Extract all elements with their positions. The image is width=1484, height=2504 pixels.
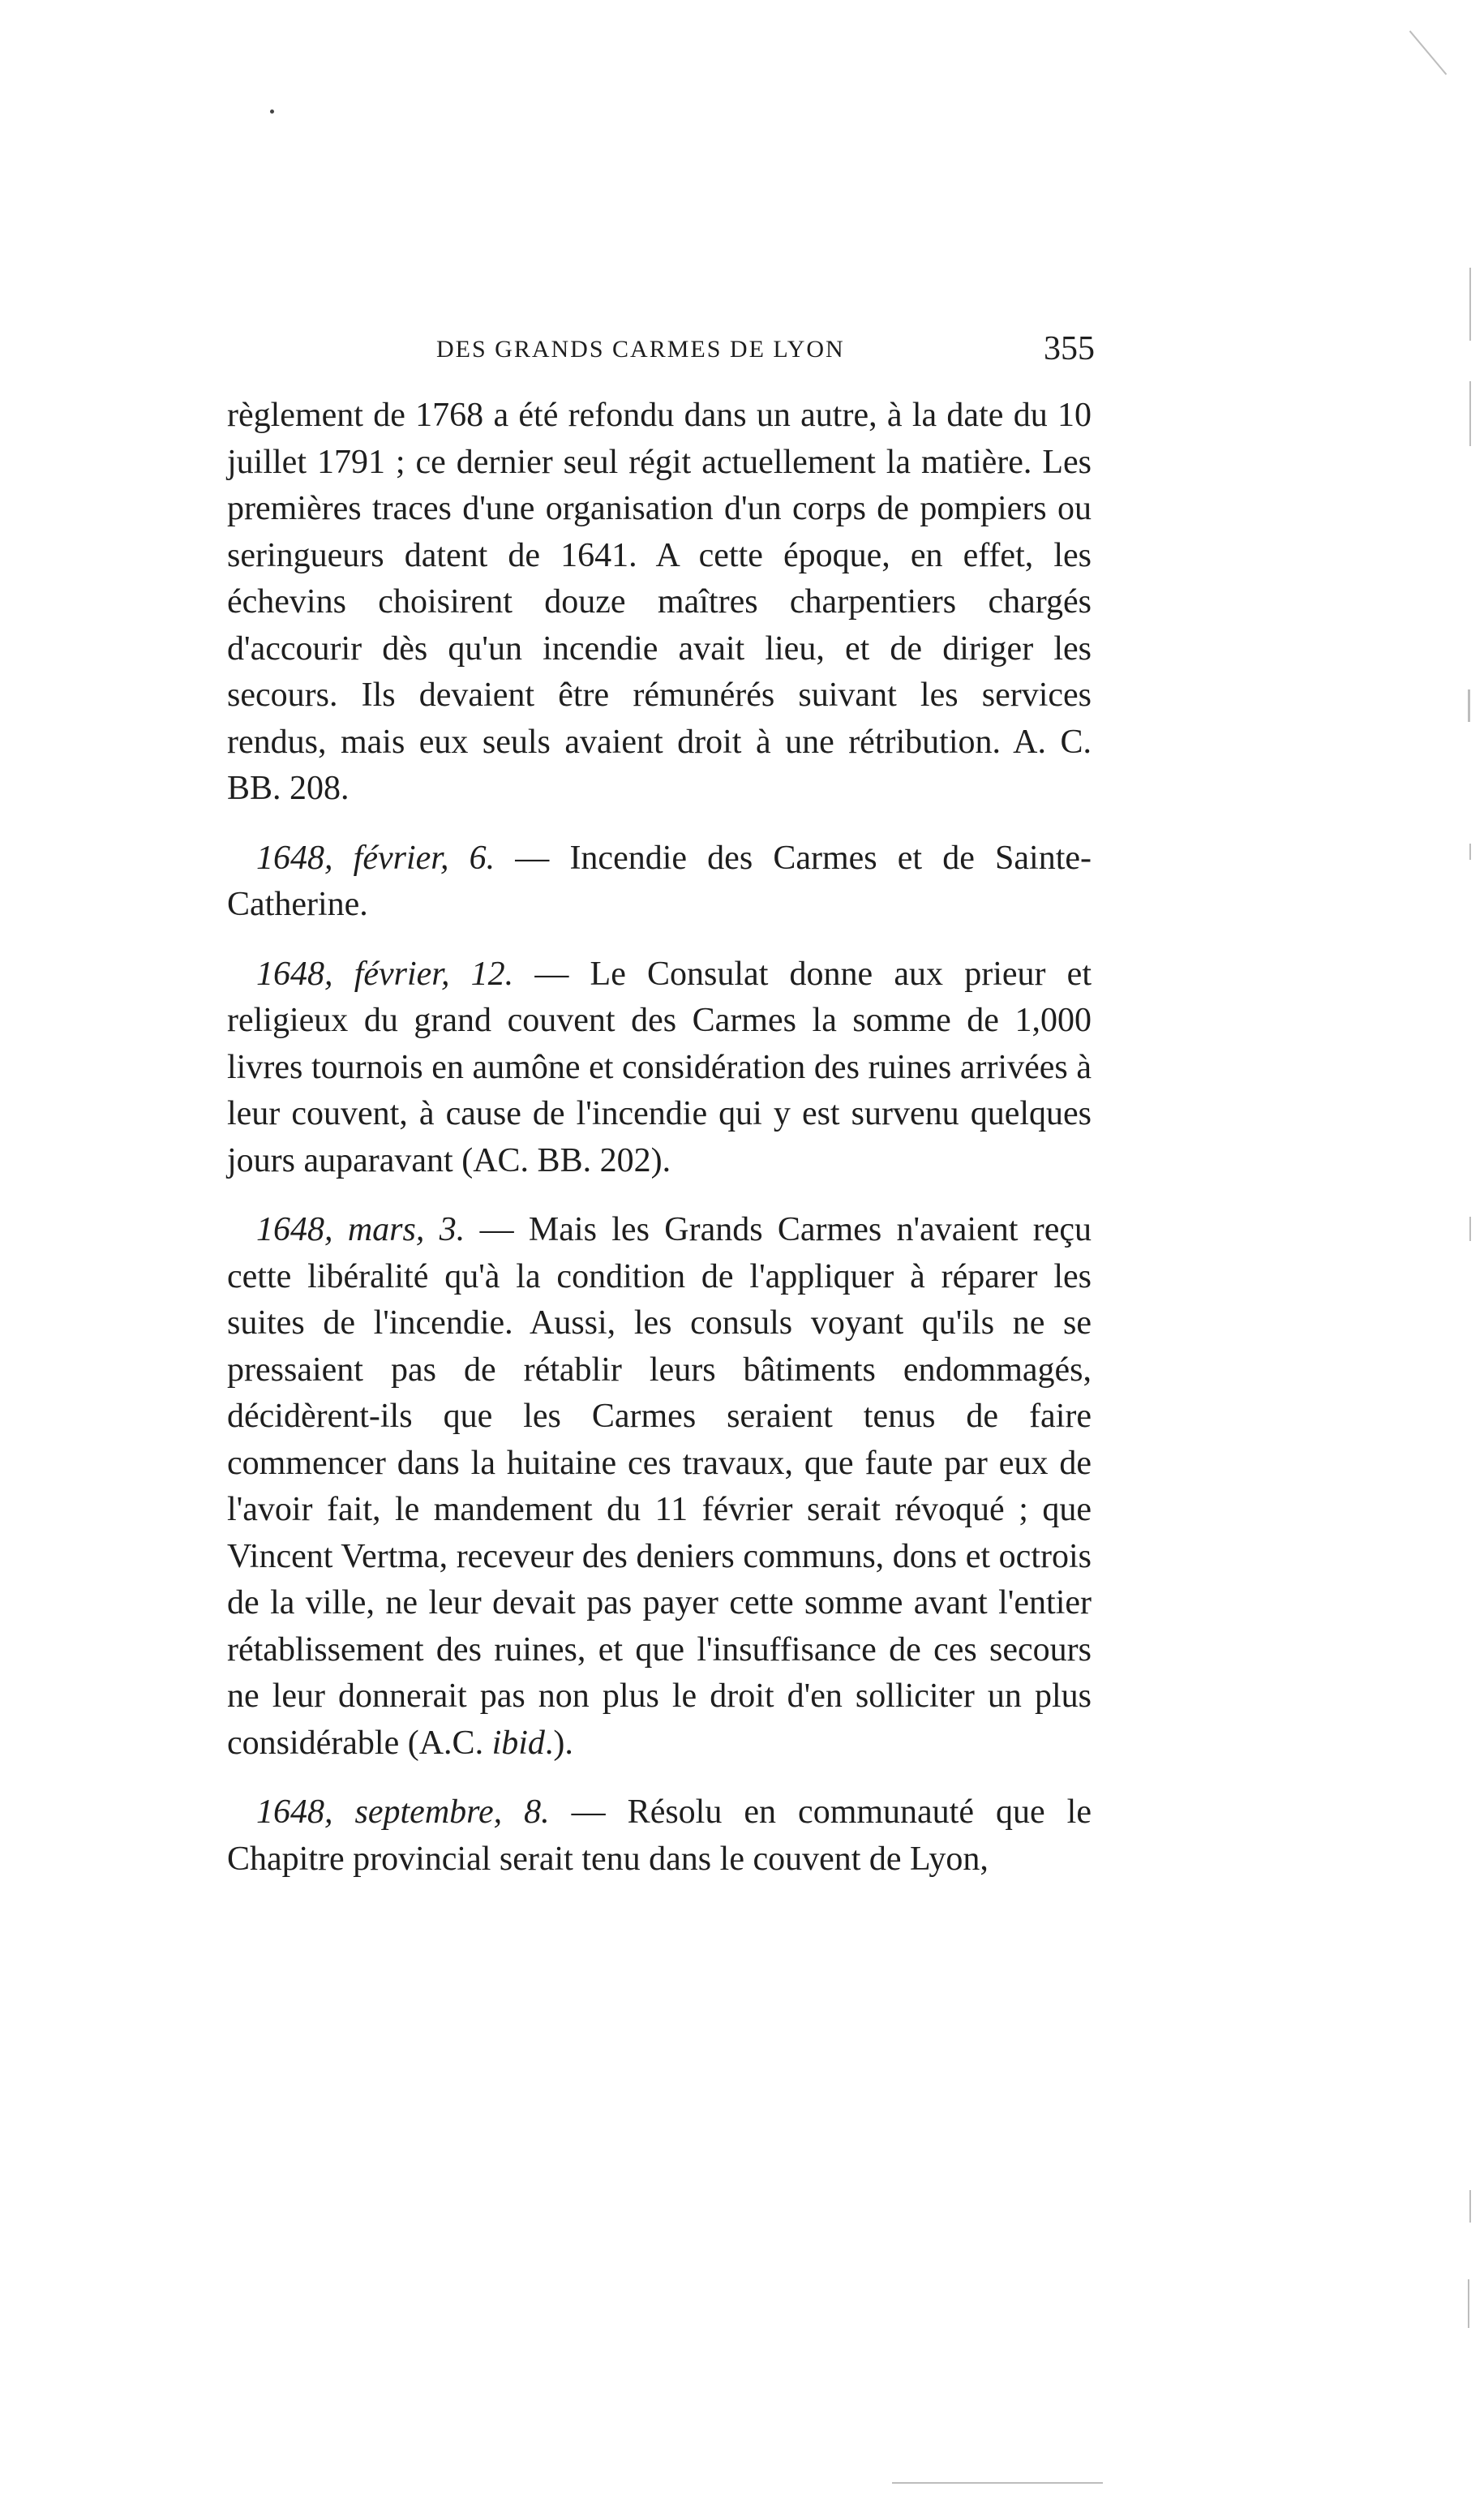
entry-text: — Le Consulat donne aux prieur et religieux du grand couvent des Carmes la somme de 1,000 livres tournois en aumône et considération des ruines arrivées à leur couvent, à cause de l'incendie qui y est survenu quelques jours auparavant (AC. BB. 202). [227, 955, 1092, 1179]
entry-date: 1648, mars, 3. [256, 1211, 465, 1248]
entry-citation-italic: ibid [491, 1724, 545, 1762]
scan-edge-mark [1469, 2190, 1471, 2223]
scan-edge-mark [1469, 844, 1471, 860]
chronicle-entry [227, 951, 1092, 1185]
paragraph-text: règlement de 1768 a été refondu dans un autre, à la date du 10 juillet 1791 ; ce dernier seul régit actuellement la matière. Les premières traces d'une organisation d'un corps de pompiers ou seringueurs datent de 1641. A cette époque, en effet, les échevins choisirent douze maîtres charpentiers chargés d'accourir dès qu'un incendie avait lieu, et de diriger les secours. Ils devaient être rémunérés suivant les services rendus, mais eux seuls avaient droit à une rétribution. A. C. BB. 208. [227, 397, 1092, 807]
scan-edge-mark [1469, 381, 1471, 446]
running-head [227, 329, 1119, 378]
scan-edge-mark [1469, 1217, 1471, 1241]
entry-text: — Incendie des Carmes et de Sainte-Catherine. [227, 839, 1092, 923]
body-text [227, 393, 1092, 1883]
entry-date: 1648, septembre, 8. [256, 1793, 550, 1831]
scan-edge-mark [1468, 2279, 1469, 2328]
entry-text: — Mais les Grands Carmes n'avaient reçu cette libéralité qu'à la condition de l'appliquer à réparer les suites de l'incendie. Aussi, les consuls voyant qu'ils ne se pressaient pas de rétablir leurs bâtiments endommagés, décidèrent-ils que les Carmes seraient tenus de faire commencer dans la huitaine ces travaux, que faute par eux de l'avoir fait, le mandement du 11 février serait révoqué ; que Vincent Vertma, receveur des deniers communs, dons et octrois de la ville, ne leur devait pas payer cette somme avant l'entier rétablissement des ruines, et que l'insuffisance de ces secours ne leur donnerait pas non plus le droit d'en solliciter un plus considérable (A.C. [227, 1211, 1092, 1762]
chronicle-entry [227, 1789, 1092, 1883]
entry-date: 1648, février, 6. [256, 839, 495, 877]
scan-edge-mark [1469, 268, 1471, 341]
paragraph-continuation [227, 393, 1092, 813]
entry-date: 1648, février, 12. [256, 955, 514, 993]
chronicle-entry [227, 835, 1092, 929]
entry-text: — Résolu en communauté que le Chapitre provincial serait tenu dans le couvent de Lyon, [227, 1793, 1092, 1878]
scan-edge-mark [892, 2482, 1103, 2484]
entry-text-end: .). [544, 1724, 573, 1762]
page-number: 355 [1044, 330, 1095, 367]
chronicle-entry [227, 1207, 1092, 1767]
running-title: DES GRANDS CARMES DE LYON [436, 336, 845, 363]
scan-edge-mark [1468, 689, 1470, 722]
scan-edge-mark [1409, 31, 1448, 75]
scan-speck [270, 110, 274, 114]
